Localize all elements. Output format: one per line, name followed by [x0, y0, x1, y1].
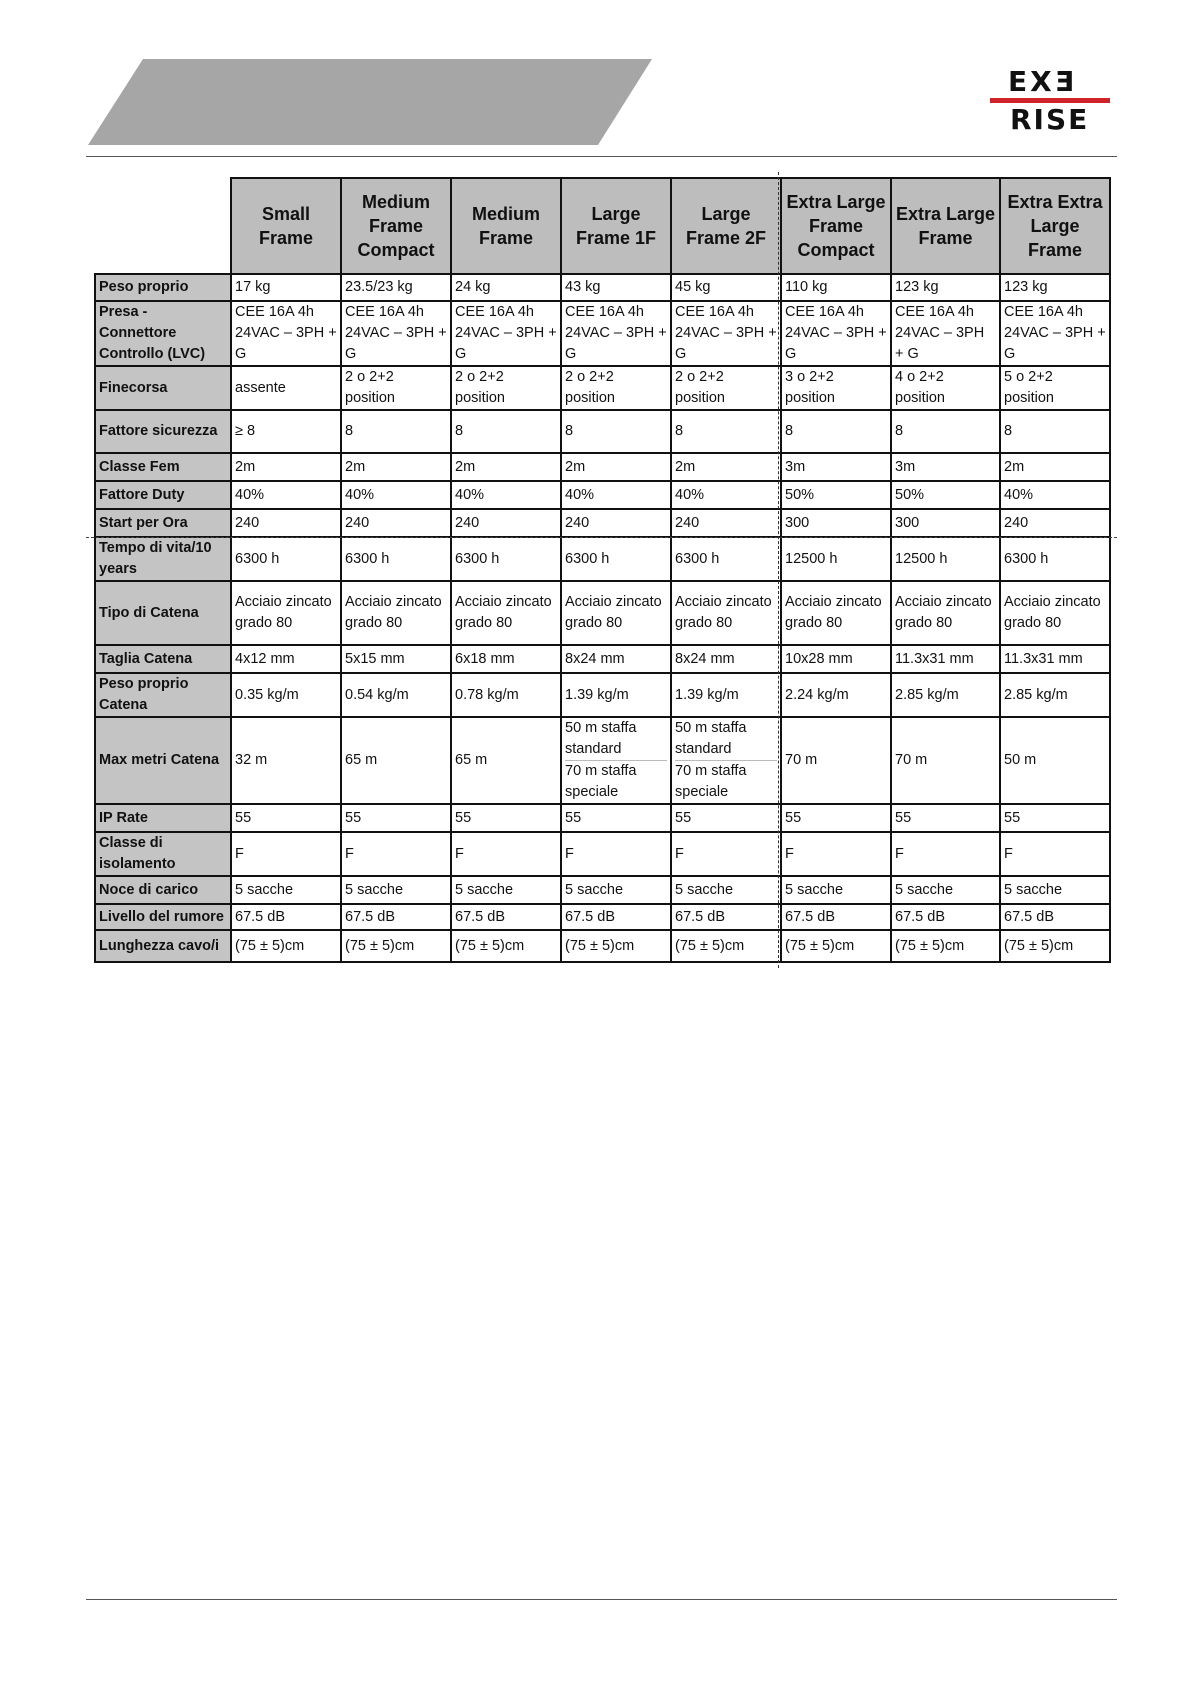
- table-cell: 1.39 kg/m: [671, 673, 781, 717]
- column-header: Small Frame: [231, 178, 341, 274]
- table-cell: 12500 h: [891, 537, 1000, 581]
- table-cell: CEE 16A 4h 24VAC – 3PH + G: [781, 301, 891, 366]
- table-cell: 300: [781, 509, 891, 537]
- row-label: Max metri Catena: [95, 717, 231, 804]
- table-cell: 2m: [451, 453, 561, 481]
- table-cell: CEE 16A 4h 24VAC – 3PH + G: [341, 301, 451, 366]
- column-header: Medium Frame: [451, 178, 561, 274]
- table-cell: 55: [231, 804, 341, 832]
- row-label: Presa - Connettore Controllo (LVC): [95, 301, 231, 366]
- header-row: [95, 178, 1110, 274]
- table-cell: 45 kg: [671, 274, 781, 301]
- table-cell: 5 sacche: [781, 876, 891, 904]
- table-cell: 70 m: [891, 717, 1000, 804]
- table-cell: 6300 h: [561, 537, 671, 581]
- column-header: Large Frame 2F: [671, 178, 781, 274]
- row-label: Finecorsa: [95, 366, 231, 410]
- table-cell: 6300 h: [1000, 537, 1110, 581]
- column-header: Extra Large Frame: [891, 178, 1000, 274]
- table-cell: F: [561, 832, 671, 876]
- table-cell: 67.5 dB: [561, 904, 671, 930]
- row-label: Peso proprio: [95, 274, 231, 301]
- table-row: [95, 581, 1110, 645]
- corner-cell: [95, 178, 231, 274]
- table-cell: 55: [341, 804, 451, 832]
- table-cell: 67.5 dB: [781, 904, 891, 930]
- row-label: Noce di carico: [95, 876, 231, 904]
- table-cell: F: [781, 832, 891, 876]
- table-cell: ≥ 8: [231, 410, 341, 453]
- table-cell: 4 o 2+2 position: [891, 366, 1000, 410]
- table-cell: (75 ± 5)cm: [451, 930, 561, 962]
- table-cell: 240: [561, 509, 671, 537]
- table-cell: CEE 16A 4h 24VAC – 3PH + G: [671, 301, 781, 366]
- table-cell: Acciaio zincato grado 80: [1000, 581, 1110, 645]
- table-cell: 40%: [1000, 481, 1110, 509]
- table-row: [95, 930, 1110, 962]
- table-cell: 6300 h: [231, 537, 341, 581]
- table-cell: 55: [561, 804, 671, 832]
- table-cell: Acciaio zincato grado 80: [231, 581, 341, 645]
- table-cell: (75 ± 5)cm: [1000, 930, 1110, 962]
- table-cell: 3 o 2+2 position: [781, 366, 891, 410]
- table-cell: 10x28 mm: [781, 645, 891, 673]
- table-cell: (75 ± 5)cm: [561, 930, 671, 962]
- table-row: [95, 645, 1110, 673]
- table-row: [95, 876, 1110, 904]
- cell-line: 70 m staffa speciale: [565, 760, 667, 803]
- table-cell: 40%: [341, 481, 451, 509]
- table-cell: 8: [1000, 410, 1110, 453]
- table-cell: 50%: [891, 481, 1000, 509]
- cut-line-vertical: [778, 172, 779, 968]
- row-label: Tempo di vita/10 years: [95, 537, 231, 581]
- table-cell: 240: [451, 509, 561, 537]
- table-cell: 17 kg: [231, 274, 341, 301]
- table-cell: 2 o 2+2 position: [671, 366, 781, 410]
- table-cell: CEE 16A 4h 24VAC – 3PH + G: [231, 301, 341, 366]
- table-cell: 2m: [1000, 453, 1110, 481]
- table-cell: 5 sacche: [451, 876, 561, 904]
- table-cell: 55: [781, 804, 891, 832]
- table-cell: 12500 h: [781, 537, 891, 581]
- column-header: Medium Frame Compact: [341, 178, 451, 274]
- table-cell: 2m: [671, 453, 781, 481]
- table-cell: F: [671, 832, 781, 876]
- table-cell: 43 kg: [561, 274, 671, 301]
- table-cell: 2.85 kg/m: [891, 673, 1000, 717]
- table-cell: 0.78 kg/m: [451, 673, 561, 717]
- table-row: [95, 717, 1110, 804]
- table-cell: 6300 h: [451, 537, 561, 581]
- table-cell: 5 sacche: [891, 876, 1000, 904]
- table-cell: 240: [671, 509, 781, 537]
- table-cell: CEE 16A 4h 24VAC – 3PH + G: [561, 301, 671, 366]
- table-cell: Acciaio zincato grado 80: [671, 581, 781, 645]
- table-cell: F: [231, 832, 341, 876]
- table-cell: 5 sacche: [231, 876, 341, 904]
- row-label: Classe di isolamento: [95, 832, 231, 876]
- row-label: Peso proprio Catena: [95, 673, 231, 717]
- table-cell: [561, 717, 671, 804]
- table-cell: 6x18 mm: [451, 645, 561, 673]
- table-cell: (75 ± 5)cm: [891, 930, 1000, 962]
- table-cell: 8: [451, 410, 561, 453]
- table-cell: 5 sacche: [671, 876, 781, 904]
- table-cell: 110 kg: [781, 274, 891, 301]
- table-cell: Acciaio zincato grado 80: [891, 581, 1000, 645]
- cell-line: 50 m staffa standard: [565, 720, 637, 757]
- table-cell: 2m: [561, 453, 671, 481]
- table-cell: assente: [231, 366, 341, 410]
- table-cell: 55: [1000, 804, 1110, 832]
- table-cell: 70 m: [781, 717, 891, 804]
- table-cell: CEE 16A 4h 24VAC – 3PH + G: [1000, 301, 1110, 366]
- table-cell: 1.39 kg/m: [561, 673, 671, 717]
- table-cell: 11.3x31 mm: [891, 645, 1000, 673]
- table-cell: 5x15 mm: [341, 645, 451, 673]
- table-cell: 2 o 2+2 position: [341, 366, 451, 410]
- table-cell: 2m: [341, 453, 451, 481]
- row-label: Taglia Catena: [95, 645, 231, 673]
- table-cell: 0.54 kg/m: [341, 673, 451, 717]
- row-label: Fattore Duty: [95, 481, 231, 509]
- table-cell: (75 ± 5)cm: [781, 930, 891, 962]
- table-cell: F: [341, 832, 451, 876]
- table-cell: 40%: [451, 481, 561, 509]
- column-header: Extra Large Frame Compact: [781, 178, 891, 274]
- table-cell: 65 m: [451, 717, 561, 804]
- table-cell: 2.24 kg/m: [781, 673, 891, 717]
- table-cell: 8: [561, 410, 671, 453]
- table-cell: 23.5/23 kg: [341, 274, 451, 301]
- table-row: [95, 832, 1110, 876]
- table-row: [95, 366, 1110, 410]
- table-cell: F: [451, 832, 561, 876]
- table-cell: 67.5 dB: [1000, 904, 1110, 930]
- table-row: [95, 274, 1110, 301]
- cell-line: 70 m staffa speciale: [675, 760, 777, 803]
- table-cell: 2m: [231, 453, 341, 481]
- cell-line: 50 m staffa standard: [675, 720, 747, 757]
- table-cell: 40%: [231, 481, 341, 509]
- table-cell: Acciaio zincato grado 80: [341, 581, 451, 645]
- table-row: [95, 481, 1110, 509]
- table-cell: 40%: [561, 481, 671, 509]
- row-label: Lunghezza cavo/i: [95, 930, 231, 962]
- table-row: [95, 537, 1110, 581]
- table-cell: F: [1000, 832, 1110, 876]
- table-cell: (75 ± 5)cm: [671, 930, 781, 962]
- table-cell: 55: [451, 804, 561, 832]
- table-cell: 50%: [781, 481, 891, 509]
- table-cell: 55: [671, 804, 781, 832]
- table-cell: 5 o 2+2 position: [1000, 366, 1110, 410]
- table-cell: 2.85 kg/m: [1000, 673, 1110, 717]
- brand-logo: [990, 65, 1110, 138]
- table-cell: 300: [891, 509, 1000, 537]
- table-cell: 67.5 dB: [341, 904, 451, 930]
- table-cell: 6300 h: [671, 537, 781, 581]
- table-cell: 8: [781, 410, 891, 453]
- table-row: [95, 804, 1110, 832]
- logo-top-text: EXƎ: [1008, 65, 1077, 98]
- row-label: Tipo di Catena: [95, 581, 231, 645]
- table-cell: 2 o 2+2 position: [451, 366, 561, 410]
- table-row: [95, 453, 1110, 481]
- spec-table: [94, 177, 1111, 963]
- table-cell: Acciaio zincato grado 80: [451, 581, 561, 645]
- table-cell: 240: [231, 509, 341, 537]
- table-row: [95, 673, 1110, 717]
- table-cell: 8: [341, 410, 451, 453]
- table-cell: 8x24 mm: [561, 645, 671, 673]
- table-cell: 123 kg: [1000, 274, 1110, 301]
- table-cell: 8: [671, 410, 781, 453]
- table-row: [95, 410, 1110, 453]
- table-cell: 0.35 kg/m: [231, 673, 341, 717]
- table-cell: [671, 717, 781, 804]
- row-label: IP Rate: [95, 804, 231, 832]
- table-row: [95, 509, 1110, 537]
- table-cell: CEE 16A 4h 24VAC – 3PH + G: [451, 301, 561, 366]
- table-cell: 6300 h: [341, 537, 451, 581]
- column-header: Large Frame 1F: [561, 178, 671, 274]
- table-cell: Acciaio zincato grado 80: [561, 581, 671, 645]
- table-cell: 67.5 dB: [891, 904, 1000, 930]
- row-label: Livello del rumore: [95, 904, 231, 930]
- table-cell: 67.5 dB: [451, 904, 561, 930]
- table-cell: 65 m: [341, 717, 451, 804]
- footer-divider: [86, 1599, 1117, 1600]
- table-cell: 67.5 dB: [671, 904, 781, 930]
- table-cell: 40%: [671, 481, 781, 509]
- table-cell: 8: [891, 410, 1000, 453]
- table-row: [95, 904, 1110, 930]
- table-cell: 5 sacche: [1000, 876, 1110, 904]
- table-cell: 2 o 2+2 position: [561, 366, 671, 410]
- table-cell: 67.5 dB: [231, 904, 341, 930]
- table-cell: 5 sacche: [341, 876, 451, 904]
- table-cell: (75 ± 5)cm: [231, 930, 341, 962]
- table-cell: 123 kg: [891, 274, 1000, 301]
- table-cell: 11.3x31 mm: [1000, 645, 1110, 673]
- header-divider: [86, 156, 1117, 157]
- table-cell: (75 ± 5)cm: [341, 930, 451, 962]
- column-header: Extra Extra Large Frame: [1000, 178, 1110, 274]
- table-cell: 5 sacche: [561, 876, 671, 904]
- table-cell: CEE 16A 4h 24VAC – 3PH + G: [891, 301, 1000, 366]
- table-cell: 4x12 mm: [231, 645, 341, 673]
- table-cell: 8x24 mm: [671, 645, 781, 673]
- table-cell: F: [891, 832, 1000, 876]
- table-cell: Acciaio zincato grado 80: [781, 581, 891, 645]
- row-label: Classe Fem: [95, 453, 231, 481]
- header-banner: [88, 59, 652, 145]
- table-cell: 50 m: [1000, 717, 1110, 804]
- table-row: [95, 301, 1110, 366]
- table-cell: 240: [1000, 509, 1110, 537]
- banner-shape: [88, 59, 652, 145]
- table-cell: 240: [341, 509, 451, 537]
- table-cell: 24 kg: [451, 274, 561, 301]
- row-label: Start per Ora: [95, 509, 231, 537]
- logo-bottom-text: RISE: [1010, 103, 1090, 136]
- table-cell: 55: [891, 804, 1000, 832]
- table-cell: 3m: [891, 453, 1000, 481]
- cut-line-horizontal: [86, 537, 1117, 538]
- table-cell: 32 m: [231, 717, 341, 804]
- table-cell: 3m: [781, 453, 891, 481]
- row-label: Fattore sicurezza: [95, 410, 231, 453]
